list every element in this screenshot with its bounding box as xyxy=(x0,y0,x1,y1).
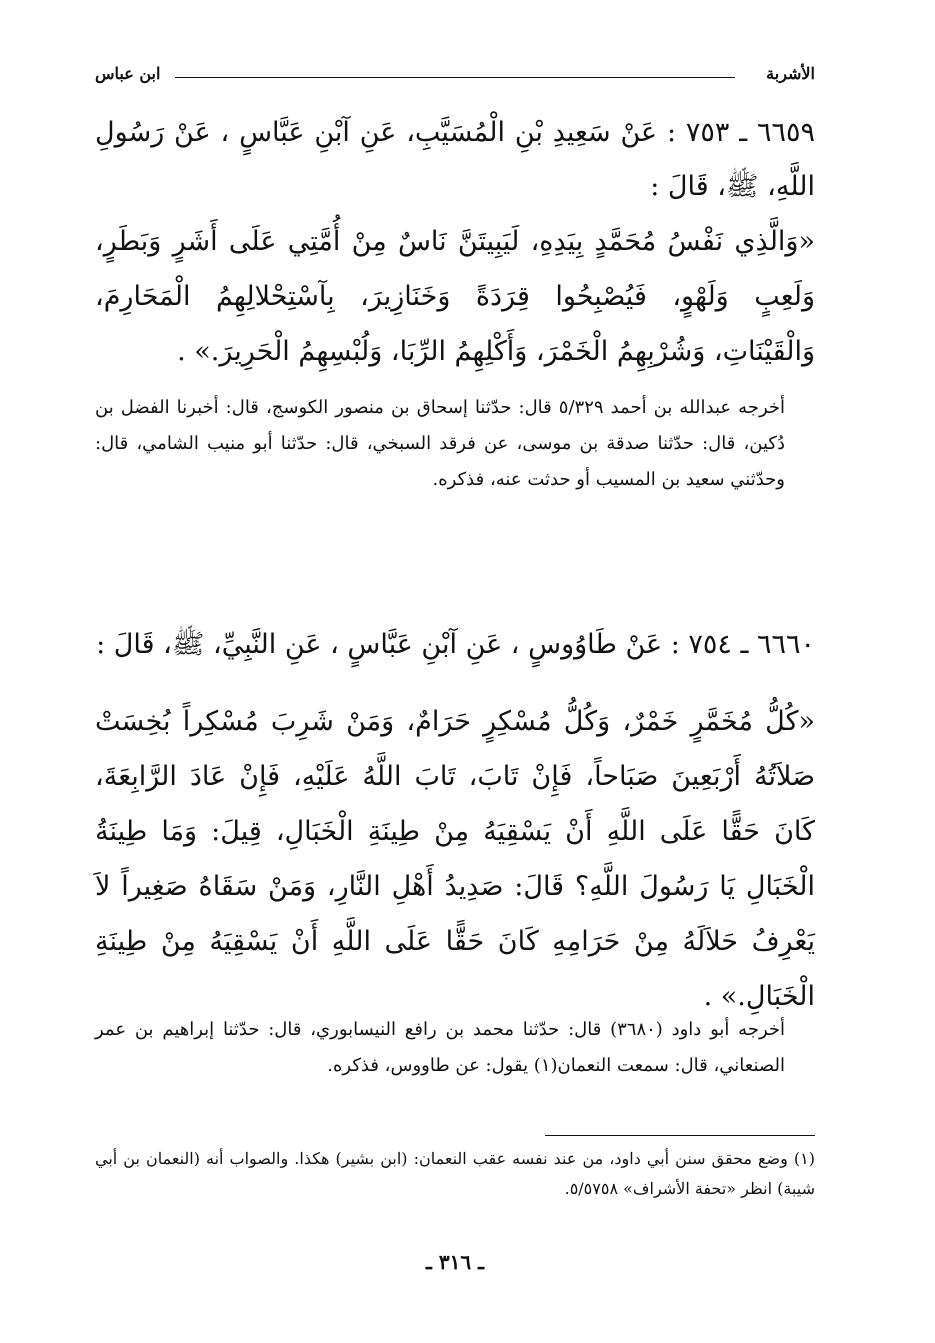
section-title: ابن عباس xyxy=(95,64,161,83)
hadith-isnad: : عَنْ طَاوُوسٍ ، عَنِ آبْنِ عَبَّاسٍ ، عَنِ النَّبِيِّ، ﷺ، قَالَ : xyxy=(96,629,680,660)
footnote xyxy=(95,1144,815,1204)
hadith-matn: «وَالَّذِي نَفْسُ مُحَمَّدٍ بِيَدِهِ، لَيَبِيتَنَّ نَاسٌ مِنْ أُمَّتِي عَلَى أَشَرٍ وَبَطَرٍ، وَلَعِبٍ وَلَهْوٍ، فَيُصْبِحُوا قِرَدَةً وَخَنَازِيرَ، بِآسْتِحْلالِهِمُ الْمَحَارِمَ، وَالْقَيْنَاتِ، وَشُرْبِهِمُ الْخَمْرَ، وَأَكْلِهِمُ الرِّبَا، وَلُبْسِهِمُ الْحَرِيرَ.» . xyxy=(95,226,815,367)
chapter-title: الأشربة xyxy=(766,64,815,83)
takhrij-6659 xyxy=(95,390,815,498)
hadith-number: ٦٦٥٩ ـ ٧٥٣ xyxy=(685,117,816,148)
header-rule xyxy=(175,77,735,78)
footnote-text: (١) وضع محقق سنن أبي داود، من عند نفسه عقب النعمان: (ابن بشير) هكذا. والصواب أنه (النعمان بن أبي شيبة) انظر «تحفة الأشراف» ٥/٥٧٥٨. xyxy=(95,1149,815,1198)
book-page xyxy=(95,50,815,1300)
hadith-6660 xyxy=(95,618,815,1024)
hadith-intro xyxy=(95,106,815,214)
hadith-matn: «كُلُّ مُخَمَّرٍ خَمْرٌ، وَكُلُّ مُسْكِرٍ حَرَامٌ، وَمَنْ شَرِبَ مُسْكِراً بُخِسَتْ صَلاَتُهُ أَرْبَعِينَ صَبَاحاً، فَإِنْ تَابَ، تَابَ اللَّهُ عَلَيْهِ، فَإِنْ عَادَ الرَّابِعَةَ، كَانَ حَقًّا عَلَى اللَّهِ أَنْ يَسْقِيَهُ مِنْ طِينَةِ الْخَبَالِ، قِيلَ: وَمَا طِينَةُ الْخَبَالِ يَا رَسُولَ اللَّهِ؟ قَالَ: صَدِيدُ أَهْلِ النَّارِ، وَمَنْ سَقَاهُ صَغِيراً لاَ يَعْرِفُ حَلاَلَهُ مِنْ حَرَامِهِ كَانَ حَقًّا عَلَى اللَّهِ أَنْ يَسْقِيَهُ مِنْ طِينَةِ الْخَبَالِ.» . xyxy=(95,706,815,1012)
takhrij-text: أخرجه أبو داود (٣٦٨٠) قال: حدّثنا محمد بن رافع النيسابوري، قال: حدّثنا إبراهيم بن عمر الصنعاني، قال: سمعت النعمان(١) يقول: عن طاووس، فذكره. xyxy=(95,1019,786,1076)
takhrij-6660 xyxy=(95,1012,815,1084)
hadith-intro xyxy=(95,618,815,672)
hadith-number: ٦٦٦٠ ـ ٧٥٤ xyxy=(688,629,815,660)
hadith-isnad: : عَنْ سَعِيدِ بْنِ الْمُسَيَّبِ، عَنِ آبْنِ عَبَّاسٍ ، عَنْ رَسُولِ اللَّهِ، ﷺ، قَالَ : xyxy=(95,117,815,202)
hadith-6659 xyxy=(95,106,815,379)
page-number: ـ ٣١٦ ـ xyxy=(426,1250,484,1274)
footnote-rule xyxy=(545,1135,815,1136)
takhrij-text: أخرجه عبدالله بن أحمد ٥/٣٢٩ قال: حدّثنا إسحاق بن منصور الكوسج، قال: أخبرنا الفضل بن دُكين، قال: حدّثنا صدقة بن موسى، عن فرقد السبخي، قال: حدّثنا أبو منيب الشامي، قال: وحدّثني سعيد بن المسيب أو حدثت عنه، فذكره. xyxy=(95,397,786,490)
running-header xyxy=(95,64,815,88)
